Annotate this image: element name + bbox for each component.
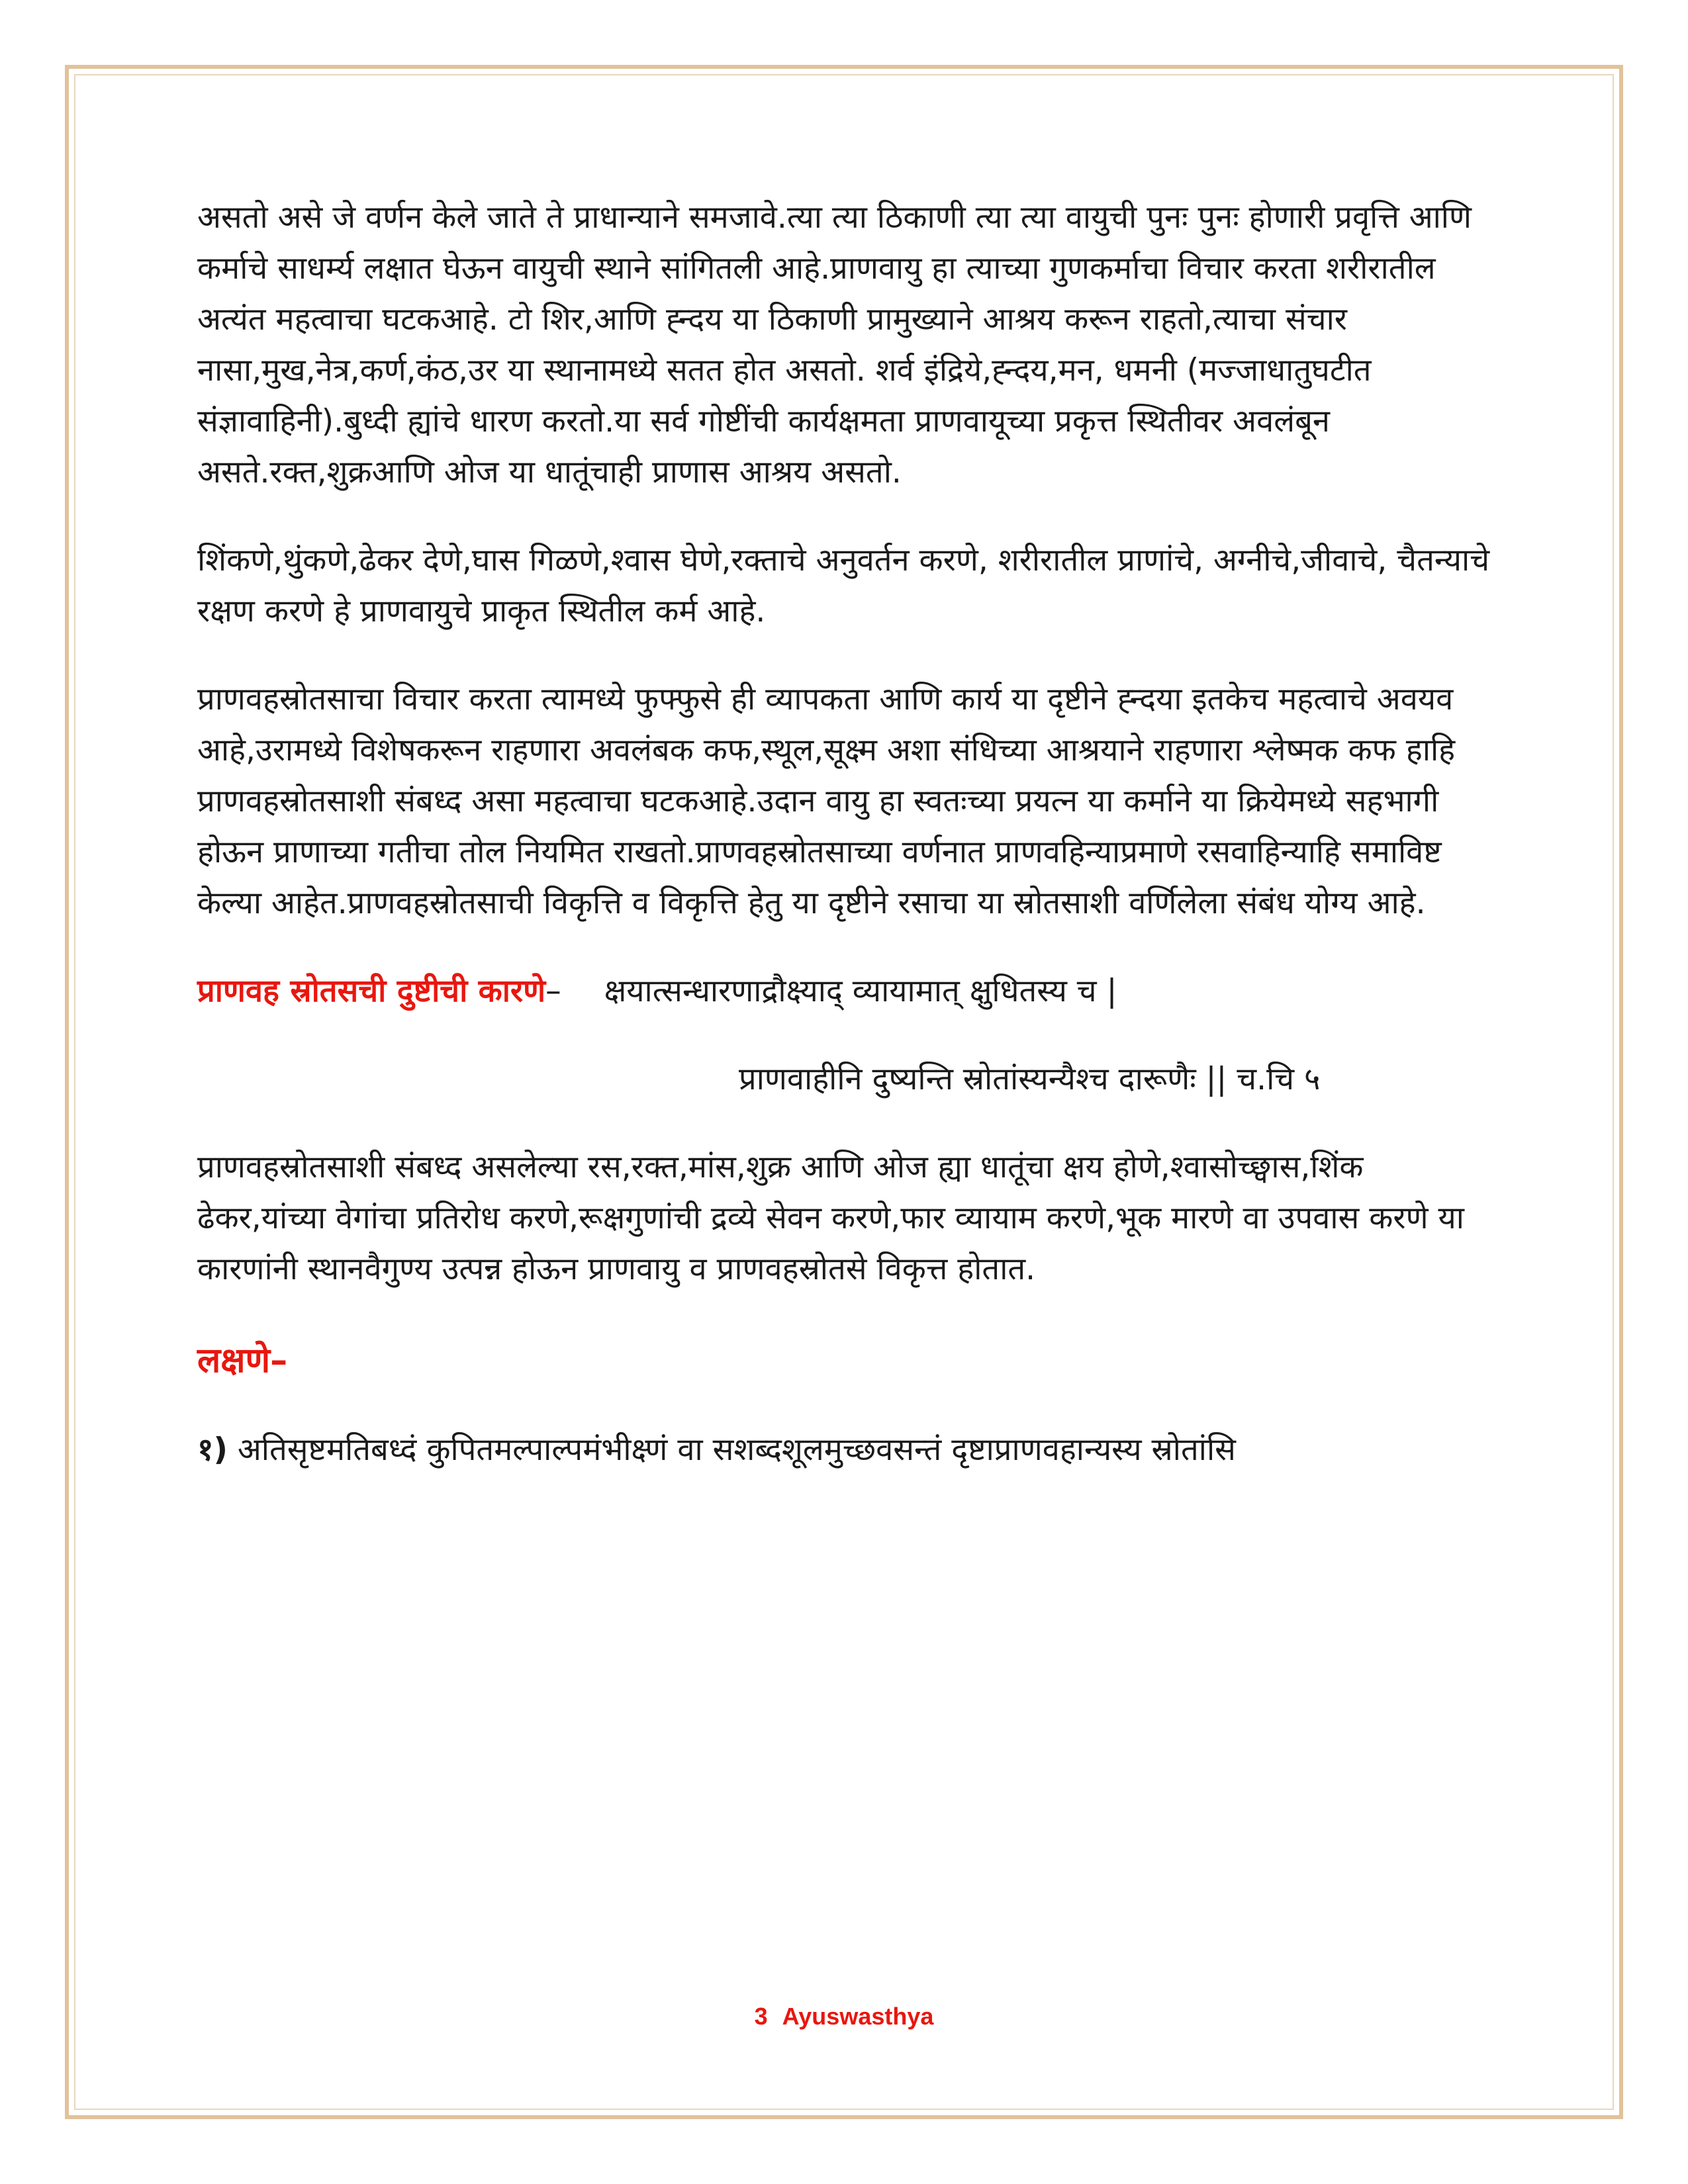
page-footer xyxy=(0,2003,1688,2030)
symptom-number: १) xyxy=(197,1432,228,1468)
symptom-text: अतिसृष्टमतिबध्दं कुपितमल्पाल्पमंभीक्ष्णं वा सशब्दशूलमुच्छवसन्तं दृष्टाप्राणवहान्यस्य स्रोतांसि xyxy=(237,1432,1236,1468)
causes-dash: – xyxy=(545,973,561,1009)
paragraph-pranavayu: असतो असे जे वर्णन केले जाते ते प्राधान्याने समजावे.त्या त्या ठिकाणी त्या त्या वायुची पुनः पुनः होणारी प्रवृत्ति आणि कर्माचे साधर्म्य लक्षात घेऊन वायुची स्थाने सांगितली आहे.प्राणवायु हा त्याच्या गुणकर्माचा विचार करता शरीरातील अत्यंत महत्वाचा घटकआहे. टो शिर,आणि ह्न्दय या ठिकाणी प्रामुख्याने आश्रय करून राहतो,त्याचा संचार नासा,मुख,नेत्र,कर्ण,कंठ,उर या स्थानामध्ये सतत होत असतो. शर्व इंद्रिये,ह्न्दय,मन, धमनी (मज्जाधातुघटीत संज्ञावाहिनी).बुध्दी ह्यांचे धारण करतो.या सर्व गोष्टींची कार्यक्षमता प्राणवायूच्या प्रकृत्त स्थितीवर अवलंबून असते.रक्त,शुक्रआणि ओज या धातूंचाही प्राणास आश्रय असतो. xyxy=(197,199,1472,490)
page-number: 3 xyxy=(754,2003,768,2030)
causes-heading-row xyxy=(197,966,1495,1017)
shloka-line-2: प्राणवाहीनि दुष्यन्ति स्रोतांस्यन्यैश्च दारूणैः || च.चि ५ xyxy=(739,1061,1321,1097)
shloka-line-1: क्षयात्सन्धारणाद्रौक्ष्याद् व्यायामात् क्षुधितस्य च | xyxy=(604,973,1117,1009)
symptoms-heading: लक्षणे– xyxy=(197,1341,288,1381)
footer-title: Ayuswasthya xyxy=(782,2003,934,2030)
paragraph-causes: प्राणवहस्रोतसाशी संबध्द असलेल्या रस,रक्त,मांस,शुक्र आणि ओज ह्या धातूंचा क्षय होणे,श्वासोच्छ्वास,शिंक ढेकर,यांच्या वेगांचा प्रतिरोध करणे,रूक्षगुणांची द्रव्ये सेवन करणे,फार व्यायाम करणे,भूक मारणे वा उपवास करणे या कारणांनी स्थानवैगुण्य उत्पन्न होऊन प्राणवायु व प्राणवहस्रोतसे विकृत्त होतात. xyxy=(197,1149,1464,1287)
symptom-item-1 xyxy=(197,1424,1495,1475)
causes-heading: प्राणवह स्रोतसची दुष्टीची कारणे xyxy=(197,973,546,1009)
paragraph-pranavaha-srotas: प्राणवहस्रोतसाचा विचार करता त्यामध्ये फुफ्फुसे ही व्यापकता आणि कार्य या दृष्टीने ह्न्दया इतकेच महत्वाचे अवयव आहे,उरामध्ये विशेषकरून राहणारा अवलंबक कफ,स्थूल,सूक्ष्म अशा संधिच्या आश्रयाने राहणारा श्लेष्मक कफ हाहि प्राणवहस्रोतसाशी संबध्द असा महत्वाचा घटकआहे.उदान वायु हा स्वतःच्या प्रयत्न या कर्माने या क्रियेमध्ये सहभागी होऊन प्राणाच्या गतीचा तोल नियमित राखतो.प्राणवहस्रोतसाच्या वर्णनात प्राणवहिन्याप्रमाणे रसवाहिन्याहि समाविष्ट केल्या आहेत.प्राणवहस्रोतसाची विकृत्ति व विकृत्ति हेतु या दृष्टीने रसाचा या स्रोतसाशी वर्णिलेला संबंध योग्य आहे. xyxy=(197,681,1456,921)
paragraph-karma: शिंकणे,थुंकणे,ढेकर देणे,घास गिळणे,श्वास घेणे,रक्ताचे अनुवर्तन करणे, शरीरातील प्राणांचे, अग्नीचे,जीवाचे, चैतन्याचे रक्षण करणे हे प्राणवायुचे प्राकृत स्थितील कर्म आहे. xyxy=(197,542,1490,629)
page-content xyxy=(197,192,1495,1475)
